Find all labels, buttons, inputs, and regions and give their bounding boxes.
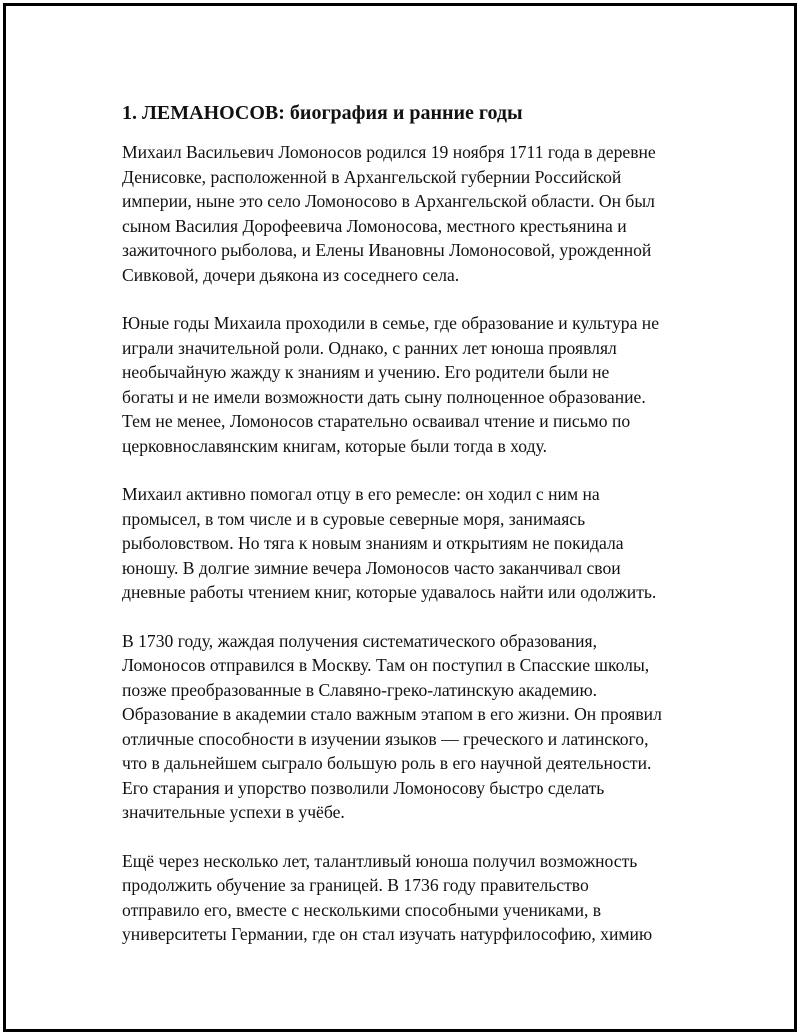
text-line: Тем не менее, Ломоносов старательно осваивал чтение и письмо по [122,411,631,431]
paragraph-1 [122,140,702,287]
text-line: отличные способности в изучении языков — греческого и латинского, [122,728,649,749]
text-line: что в дальнейшем сыграло большую роль в его научной деятельности. [122,753,652,773]
document-body [122,100,702,971]
text-line: богаты и не имели возможности дать сыну полноценное образование. [122,386,646,407]
text-line: Михаил Васильевич Ломоносов родился 19 ноября 1711 года в деревне [122,142,656,162]
text-line: рыболовством. Но тяга к новым знаниям и открытиям не покидала [122,533,624,553]
text-line: Денисовке, расположенной в Архангельской губернии Российской [122,166,622,187]
text-line: значительные успехи в учёбе. [122,802,345,822]
text-line: Юные годы Михаила проходили в семье, где образование и культура не [122,313,660,333]
paragraph-2 [122,311,702,458]
paragraph-3 [122,482,702,605]
text-line: Образование в академии стало важным этапом в его жизни. Он проявил [122,704,662,724]
text-line: Сивковой, дочери дьякона из соседнего села. [122,264,460,285]
section-title: 1. ЛЕМАНОСОВ: биография и ранние годы [122,102,523,124]
text-line: позже преобразованные в Славяно-греко-латинскую академию. [122,679,597,700]
text-line: империи, ныне это село Ломоносово в Архангельской области. Он был [122,191,655,211]
text-line: необычайную жажду к знаниям и учению. Его родители были не [122,362,610,382]
text-line: играли значительной роли. Однако, с ранних лет юноша проявлял [122,337,617,358]
paragraph-5 [122,849,702,947]
text-line: университеты Германии, где он стал изучать натурфилософию, химию [122,924,653,944]
text-line: продолжить обучение за границей. В 1736 году правительство [122,875,589,895]
text-line: дневные работы чтением книг, которые удавалось найти или одолжить. [122,582,657,602]
text-line: сыном Василия Дорофеевича Ломоносова, местного крестьянина и [122,215,627,236]
text-line: Михаил активно помогал отцу в его ремесле: он ходил с ним на [122,484,600,504]
text-line: промысел, в том числе и в суровые северные моря, занимаясь [122,508,586,529]
text-line: зажиточного рыболова, и Елены Ивановны Ломоносовой, урожденной [122,240,652,260]
text-line: В 1730 году, жаждая получения систематического образования, [122,630,598,651]
page-frame [3,3,797,1032]
text-line: церковнославянским книгам, которые были тогда в ходу. [122,435,547,456]
text-line: Ещё через несколько лет, талантливый юноша получил возможность [122,850,638,871]
text-line: отправило его, вместе с несколькими способными учениками, в [122,899,602,920]
text-line: Ломоносов отправился в Москву. Там он поступил в Спасские школы, [122,655,650,675]
text-line: юношу. В долгие зимние вечера Ломоносов часто заканчивал свои [122,557,621,578]
text-line: Его старания и упорство позволили Ломоносову быстро сделать [122,777,605,798]
paragraph-4 [122,629,702,825]
